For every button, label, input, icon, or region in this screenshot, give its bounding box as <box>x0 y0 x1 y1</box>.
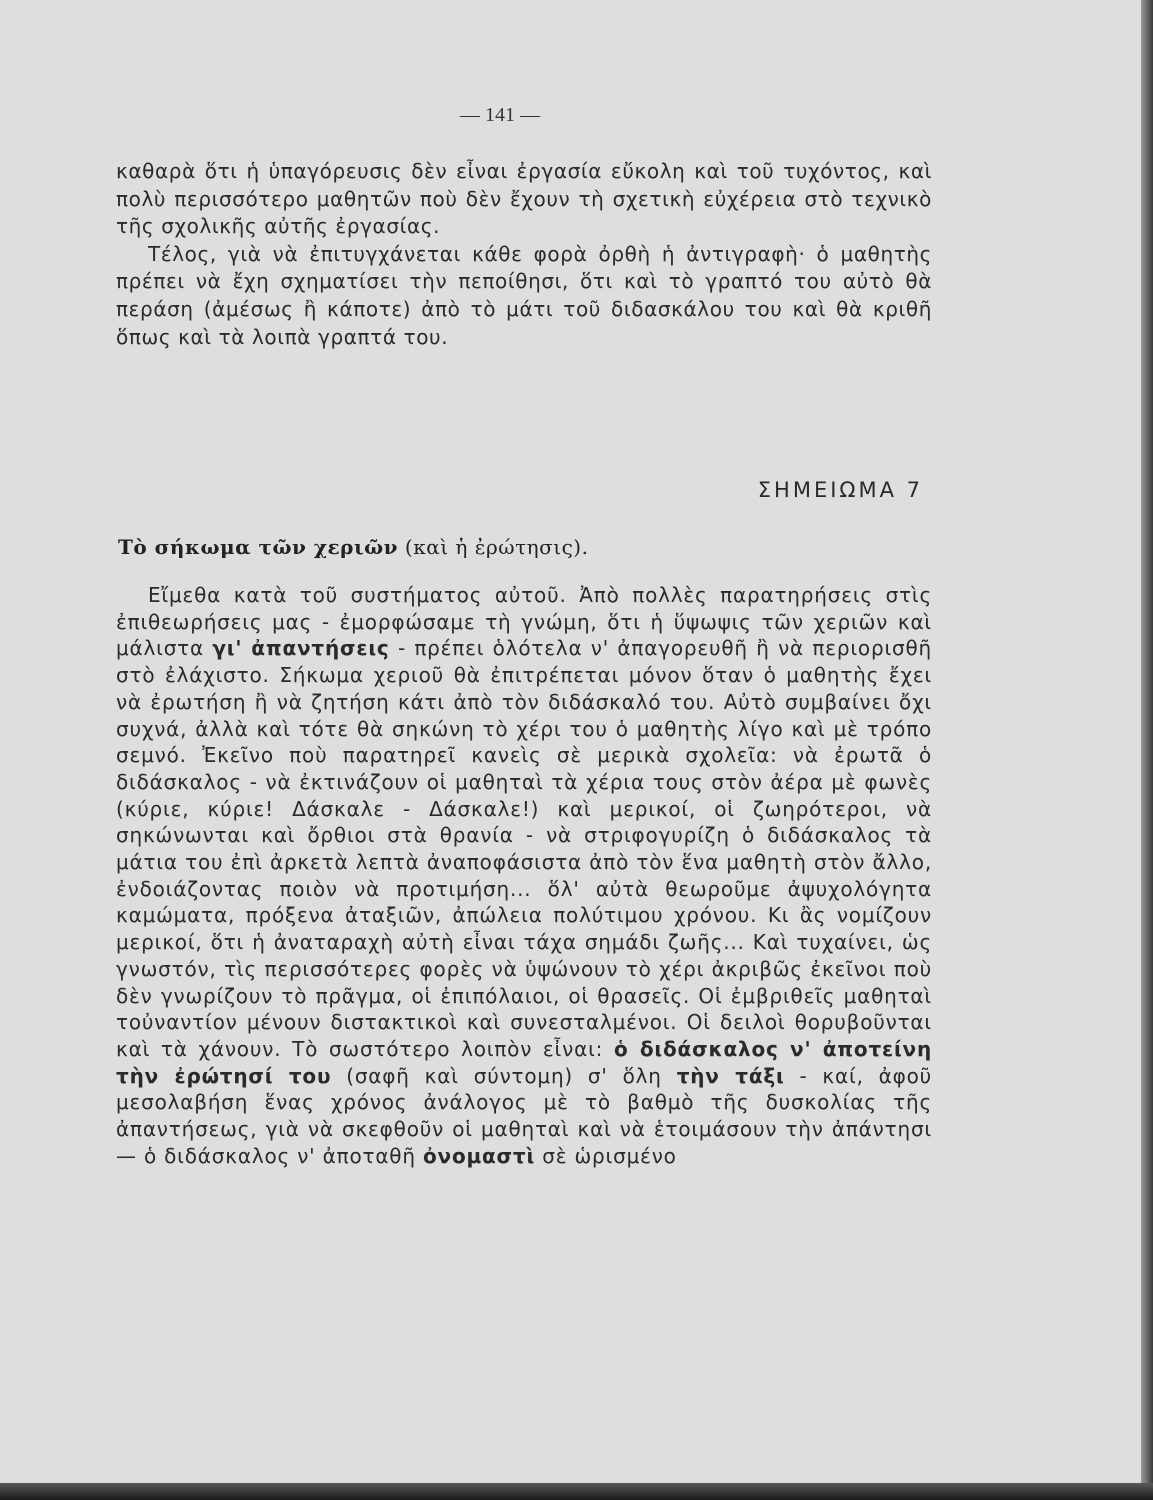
section-subtitle <box>118 535 588 559</box>
main-text-1: Εἴμεθα κατὰ τοῦ συστήματος αὐτοῦ. Ἀπὸ πολλὲς παρατηρήσεις στὶς ἐπιθεωρήσεις μας - ἐμορφώσαμε τὴ γνώμη, ὅτι ἡ ὕψωψις τῶν χεριῶν καὶ μάλιστα <box>116 583 932 661</box>
main-text-3: (σαφῆ καὶ σύντομη) σ' ὅλη <box>331 1063 677 1088</box>
main-text-2: - πρέπει ὁλότελα ν' ἀπαγορευθῆ ἢ νὰ περιορισθῆ στὸ ἐλάχιστο. Σήκωμα χεριοῦ θὰ ἐπιτρέπεται μόνον ὅταν ὁ μαθητὴς ἔχει νὰ ἐρωτήση ἢ νὰ ζητήση κάτι ἀπὸ τὸν διδάσκαλό του. Αὐτὸ συμβαίνει ὄχι συχνά, ἀλλὰ καὶ τότε θὰ σηκώνη τὸ χέρι του ὁ μαθητὴς λίγο καὶ μὲ τρόπο σεμνό. Ἐκεῖνο ποὺ παρατηρεῖ κανεὶς σὲ μερικὰ σχολεῖα: νὰ ἐρωτᾶ ὁ διδάσκαλος - νὰ ἐκτινάζουν οἱ μαθηταὶ τὰ χέρια τους στὸν ἀέρα μὲ φωνὲς (κύριε, κύριε! Δάσκαλε - Δάσκαλε!) καὶ μερικοί, οἱ ζωηρότεροι, νὰ σηκώνωνται καὶ ὄρθιοι στὰ θρανία - νὰ στριφογυρίζη ὁ διδάσκαλος τὰ μάτια του ἐπὶ ἀρκετὰ λεπτὰ ἀναποφάσιστα ἀπὸ τὸν ἕνα μαθητὴ στὸν ἄλλο, ἐνδοιάζοντας ποιὸν νὰ προτιμήση... ὅλ' αὐτὰ θεωροῦμε ἀψυχολόγητα καμώματα, πρόξενα ἀταξιῶν, ἀπώλεια πολύτιμου χρόνου. Κι ἂς νομίζουν μερικοί, ὅτι ἡ ἀναταραχὴ αὐτὴ εἶναι τάχα σημάδι ζωῆς... Καὶ τυχαίνει, ὡς γνωστόν, τὶς περισσότερες φορὲς νὰ ὑψώνουν τὸ χέρι ἀκριβῶς ἐκεῖνοι ποὺ δὲν γνωρίζουν τὸ πρᾶγμα, οἱ ἐπιπόλαιοι, οἱ θρασεῖς. Οἱ ἐμβριθεῖς μαθηταὶ τοὐναντίον μένουν διστακτικοὶ καὶ συνεσταλμένοι. Οἱ δειλοὶ θορυβοῦνται καὶ τὰ χάνουν. Τὸ σωστότερο λοιπὸν εἶναι: <box>116 636 932 1061</box>
note-heading: ΣΗΜΕΙΩΜΑ 7 <box>757 478 923 502</box>
main-bold-1: γι' ἀπαντήσεις <box>212 636 390 661</box>
paragraph-block-top <box>116 158 932 351</box>
paragraph-block-main <box>116 582 932 1169</box>
main-bold-3: τὴν τάξι <box>676 1063 785 1088</box>
main-text-4: - καί, ἀφοῦ μεσολαβήση ἕνας χρόνος ἀνάλογος μὲ τὸ βαθμὸ τῆς δυσκολίας τῆς ἀπαντήσεως, γιὰ νὰ σκεφθοῦν οἱ μαθηταὶ καὶ νὰ ἑτοιμάσουν τὴν ἀπάντησι — ὁ διδάσκαλος ν' ἀποταθῆ <box>116 1063 933 1168</box>
page-number: — 141 — <box>460 104 540 126</box>
page-edge-shadow-bottom <box>0 1483 1153 1500</box>
main-bold-4: ὀνομαστὶ <box>422 1143 536 1168</box>
subtitle-bold: Τὸ σήκωμα τῶν χεριῶν <box>118 535 399 559</box>
paragraph-continuation: καθαρὰ ὅτι ἡ ὑπαγόρευσις δὲν εἶναι ἐργασία εὔκολη καὶ τοῦ τυχόντος, καὶ πολὺ περισσότερο μαθητῶν ποὺ δὲν ἔχουν τὴ σχετικὴ εὐχέρεια στὸ τεχνικὸ τῆς σχολικῆς αὐτῆς ἐργασίας. <box>116 159 932 239</box>
paragraph-telos: Τέλος, γιὰ νὰ ἐπιτυγχάνεται κάθε φορὰ ὀρθὴ ἡ ἀντιγραφὴ· ὁ μαθητὴς πρέπει νὰ ἔχη σχηματίσει τὴν πεποίθησι, ὅτι καὶ τὸ γραπτό του αὐτὸ θὰ περάση (ἀμέσως ἢ κάποτε) ἀπὸ τὸ μάτι τοῦ διδασκάλου του καὶ θὰ κριθῆ ὅπως καὶ τὰ λοιπὰ γραπτά του. <box>116 241 932 349</box>
page-edge-shadow-right <box>1141 0 1153 1500</box>
main-text-5: σὲ ὡρισμένο <box>535 1143 677 1168</box>
main-bold-2: ὁ διδάσκαλος ν' ἀποτείνη τὴν ἐρώτησί του <box>116 1036 933 1088</box>
subtitle-rest: (καὶ ἡ ἐρώτησις). <box>398 535 589 559</box>
paragraph-main <box>116 582 932 1169</box>
